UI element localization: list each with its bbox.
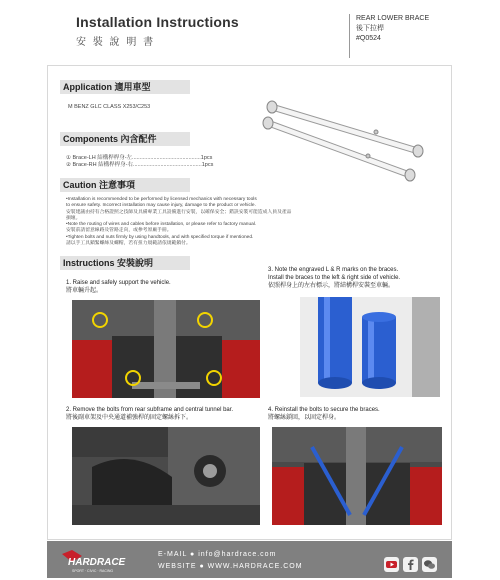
step-2-title: 2. Remove the bolts from rear subframe and central tunnel bar. <box>66 407 234 413</box>
caution-line: 請以手工具鎖緊螺絲及螺帽，若有扭力規範請依規範鎖付。 <box>66 241 191 247</box>
step-1-title: 1. Raise and safely support the vehicle. <box>66 280 171 286</box>
footer-email-row <box>158 551 276 558</box>
photo-red-right <box>222 340 260 398</box>
brand-logo <box>58 548 138 574</box>
photo-crossbar <box>132 382 200 389</box>
components-heading <box>60 132 190 146</box>
step-4-text <box>268 406 380 422</box>
instructions-heading-en: Instructions <box>63 258 115 268</box>
caution-line: •Installation is recommended to be performed by licensed mechanics with necessary tools <box>66 197 257 202</box>
application-heading-en: Application <box>63 82 112 92</box>
caution-line: 安裝前請留意線路及管路走向，或參考原廠手冊。 <box>66 228 172 234</box>
brace-right-highlight <box>368 317 374 383</box>
marker-circle <box>206 370 222 386</box>
step-3-title-2: Install the braces to the left & right side of vehicle. <box>268 275 401 281</box>
brace-right-blue <box>362 317 396 383</box>
wechat-icon[interactable] <box>422 557 437 572</box>
step-2-photo <box>72 427 260 525</box>
brace-1-mid-bolt <box>374 130 378 134</box>
step-2-photo-art <box>72 427 260 525</box>
marker-circle <box>197 312 213 328</box>
components-heading-en: Components <box>63 134 118 144</box>
youtube-icon-glyph <box>384 557 399 572</box>
brace-right-top <box>362 312 396 322</box>
step-4-title: 4. Reinstall the bolts to secure the braces. <box>268 407 380 413</box>
product-name-cn: 後下拉桿 <box>356 25 384 32</box>
step-1-text <box>66 279 171 295</box>
header-divider <box>349 14 350 58</box>
brace-right-end <box>362 377 396 389</box>
brace-left-blue <box>318 297 352 383</box>
brace-left-highlight <box>324 297 330 383</box>
caution-line: to ensure safety. Incorrect installation may cause injury, damage to the product or vehicle. <box>66 203 256 209</box>
photo-red-left <box>272 467 304 525</box>
caution-list <box>66 197 296 247</box>
step-1-photo <box>72 300 260 398</box>
step-4-photo-art <box>272 427 442 525</box>
email-label: E-MAIL ● <box>158 551 196 558</box>
instructions-heading-cn: 安裝說明 <box>117 258 154 268</box>
component-item: ① Brace-LH 結構桿桿身-左.............................................1pcs <box>66 155 213 161</box>
product-image-braces <box>258 82 433 192</box>
brace-2-end-right <box>405 169 415 181</box>
step-4-cn: 將螺絲鎖回，以固定桿身。 <box>268 415 341 421</box>
brand-name: HARDRACE <box>68 557 126 568</box>
wechat-icon-glyph <box>422 557 437 572</box>
page-title: Installation Instructions <box>76 14 239 30</box>
marker-circle <box>92 312 108 328</box>
brand-tagline: SPORT · CIVIC · RACING <box>72 569 114 573</box>
header-title-block <box>76 14 239 48</box>
application-heading-cn: 適用車型 <box>114 82 151 92</box>
components-list <box>66 155 213 169</box>
youtube-icon[interactable] <box>384 557 399 572</box>
website-link[interactable]: WWW.HARDRACE.COM <box>207 563 303 570</box>
step-2-text <box>66 406 233 422</box>
marker-circle <box>125 370 141 386</box>
brace-2-end-left <box>263 117 273 129</box>
step-3-text <box>268 266 400 290</box>
email-link[interactable]: info@hardrace.com <box>198 551 277 558</box>
page-title-cn: 安 裝 說 明 書 <box>76 37 156 48</box>
footer-website-row <box>158 563 303 570</box>
photo-red-left <box>72 340 112 398</box>
brace-1-end-right <box>413 145 423 157</box>
website-label: WEBSITE ● <box>158 563 205 570</box>
brace-1-end-left <box>267 101 277 113</box>
brace-left-end <box>318 377 352 389</box>
facebook-icon-glyph <box>403 557 418 572</box>
part-number: #Q0524 <box>356 35 381 42</box>
caution-line: •Tighten bolts and nuts firmly by using handtools, and with specified torque if mentioned. <box>66 234 254 240</box>
header-product-block <box>356 14 429 44</box>
product-name: REAR LOWER BRACE <box>356 15 430 22</box>
instructions-heading <box>60 256 190 270</box>
component-item: ② Brace-RH 結構桿桿身-右.............................................1pcs <box>66 162 214 168</box>
components-heading-cn: 內含配件 <box>120 134 157 144</box>
application-heading <box>60 80 190 94</box>
photo-red-right <box>410 467 442 525</box>
step-3-cn: 依照桿身上的左右標示，將結構桿安裝至車輛。 <box>268 283 395 289</box>
step-3-title: 3. Note the engraved L & R marks on the braces. <box>268 267 399 273</box>
caution-heading-en: Caution <box>63 180 97 190</box>
brace-2-mid-bolt <box>366 154 370 158</box>
caution-line: •Note the routing of wires and cables before installation, or please refer to factory manual. <box>66 222 257 228</box>
photo-wall <box>412 297 440 397</box>
step-2-cn: 將後副車架及中央通道補強桿的固定螺絲拆下。 <box>66 415 193 421</box>
facebook-icon[interactable] <box>403 557 418 572</box>
photo-lower <box>72 505 260 525</box>
step-3-photo-art <box>300 297 440 397</box>
photo-bolt <box>203 464 217 478</box>
application-vehicle: M BENZ GLC CLASS X253/C253 <box>68 104 151 110</box>
step-4-photo <box>272 427 442 525</box>
step-1-cn: 將車輛升起。 <box>66 288 103 294</box>
caution-heading-cn: 注意事項 <box>99 180 136 190</box>
step-3-photo <box>300 297 440 397</box>
caution-heading <box>60 178 190 192</box>
caution-line: 安裝建議由持有合格證照之技師及具備專業工具設備進行安裝，以確保安全；錯誤安裝可能造成人員及產品損壞。 <box>66 209 292 221</box>
